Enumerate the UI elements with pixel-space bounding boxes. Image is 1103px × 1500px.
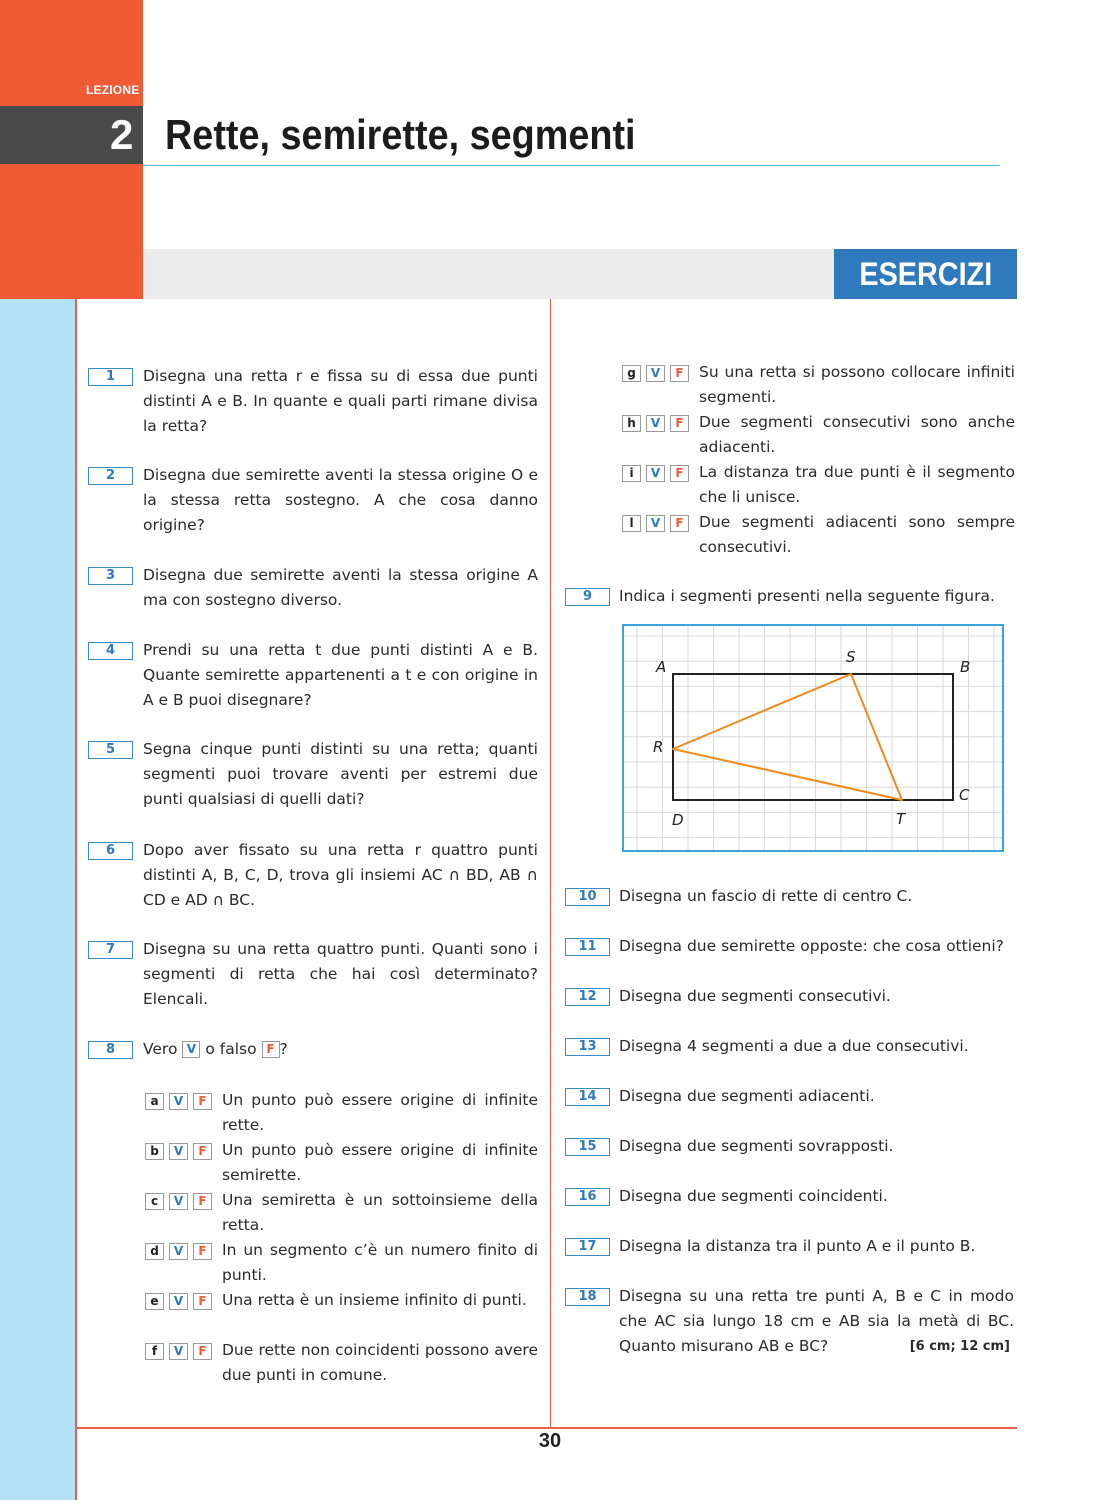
- tf-letter: f: [145, 1343, 164, 1360]
- false-checkbox[interactable]: F: [193, 1243, 212, 1260]
- label-b: B: [960, 658, 971, 676]
- tf-statement: In un segmento c’è un numero finito di punti.: [222, 1241, 538, 1284]
- tf-statement: Su una retta si possono collocare infiniti segmenti.: [699, 363, 1015, 406]
- exercise-text: Disegna due segmenti consecutivi.: [619, 987, 891, 1005]
- exercise-number: 4: [88, 642, 133, 660]
- answer-text: [6 cm; 12 cm]: [909, 1339, 1010, 1354]
- exercise-number: 9: [565, 588, 610, 606]
- exercise-number: 10: [565, 888, 610, 906]
- exercise-18: [565, 1284, 1016, 1364]
- exercise-12: [565, 984, 1016, 1014]
- tf-letter: b: [145, 1143, 164, 1160]
- exercise-text: Disegna 4 segmenti a due a due consecutivi.: [619, 1037, 969, 1055]
- exercise-number: 3: [88, 567, 133, 585]
- exercise-6: [88, 838, 540, 918]
- false-checkbox[interactable]: F: [193, 1143, 212, 1160]
- exercise-7: [88, 937, 540, 1017]
- exercise-text: Disegna la distanza tra il punto A e il punto B.: [619, 1237, 976, 1255]
- tf-letter: d: [145, 1243, 164, 1260]
- true-checkbox[interactable]: V: [646, 515, 665, 532]
- exercise-number: 11: [565, 938, 610, 956]
- exercise-number: 5: [88, 741, 133, 759]
- exercise-13: [565, 1034, 1016, 1064]
- left-margin-band: [0, 299, 75, 1500]
- exercise-number: 6: [88, 842, 133, 860]
- exercise-17: [565, 1234, 1016, 1264]
- exercise-text: Disegna una retta r e fissa su di essa due punti distinti A e B. In quante e quali parti rimane divisa la retta?: [143, 367, 538, 435]
- exercise-number: 15: [565, 1138, 610, 1156]
- tf-statement: Una retta è un insieme infinito di punti.: [222, 1291, 527, 1309]
- tf-statement: Due segmenti adiacenti sono sempre consecutivi.: [699, 513, 1015, 556]
- exercise-number: 2: [88, 467, 133, 485]
- tf-statement: Una semiretta è un sottoinsieme della retta.: [222, 1191, 538, 1234]
- tf-statement: Un punto può essere origine di infinite semirette.: [222, 1141, 538, 1184]
- exercise-15: [565, 1134, 1016, 1164]
- false-checkbox[interactable]: F: [670, 415, 689, 432]
- tf-item: [622, 510, 1016, 560]
- exercise-text: Disegna due semirette opposte: che cosa ottieni?: [619, 937, 1004, 955]
- true-checkbox[interactable]: V: [169, 1243, 188, 1260]
- tf-letter: e: [145, 1293, 164, 1310]
- true-box: V: [182, 1041, 200, 1058]
- false-checkbox[interactable]: F: [193, 1293, 212, 1310]
- exercise-number: 14: [565, 1088, 610, 1106]
- false-box: F: [262, 1041, 280, 1058]
- tf-item: [145, 1088, 540, 1138]
- tf-letter: l: [622, 515, 641, 532]
- true-checkbox[interactable]: V: [169, 1143, 188, 1160]
- exercise-text: Disegna su una retta quattro punti. Quanti sono i segmenti di retta che hai così determinato? Elencali.: [143, 940, 538, 1008]
- lesson-number: 2: [110, 111, 134, 158]
- tf-letter: a: [145, 1093, 164, 1110]
- tf-item: [145, 1188, 540, 1238]
- footer-rule: [75, 1427, 1017, 1429]
- tf-letter: i: [622, 465, 641, 482]
- false-checkbox[interactable]: F: [193, 1193, 212, 1210]
- exercise-5: [88, 737, 540, 817]
- false-checkbox[interactable]: F: [670, 465, 689, 482]
- tf-item: [145, 1138, 540, 1188]
- exercise-10: [565, 884, 1016, 914]
- true-checkbox[interactable]: V: [646, 365, 665, 382]
- false-checkbox[interactable]: F: [193, 1093, 212, 1110]
- tf-item: [622, 460, 1016, 510]
- lezione-label: LEZIONE: [86, 83, 140, 97]
- tf-item: [622, 360, 1016, 410]
- section-label: ESERCIZI: [834, 249, 1017, 299]
- true-checkbox[interactable]: V: [169, 1093, 188, 1110]
- tf-statement: Due rette non coincidenti possono avere due punti in comune.: [222, 1341, 538, 1384]
- exercise-text: Disegna due segmenti sovrapposti.: [619, 1137, 894, 1155]
- true-checkbox[interactable]: V: [646, 465, 665, 482]
- exercise-number: 8: [88, 1041, 133, 1059]
- label-d: D: [672, 811, 684, 829]
- page-number: 30: [538, 1430, 562, 1452]
- exercise-1: [88, 364, 540, 444]
- false-checkbox[interactable]: F: [670, 365, 689, 382]
- page-title: Rette, semirette, segmenti: [165, 111, 636, 158]
- exercise-number: 12: [565, 988, 610, 1006]
- column-divider: [550, 299, 551, 1428]
- exercise-number: 18: [565, 1288, 610, 1306]
- exercise-3: [88, 563, 540, 618]
- exercise-number: 17: [565, 1238, 610, 1256]
- label-a: A: [656, 658, 667, 676]
- tf-letter: c: [145, 1193, 164, 1210]
- exercise-number: 16: [565, 1188, 610, 1206]
- false-checkbox[interactable]: F: [670, 515, 689, 532]
- tf-statement: Un punto può essere origine di infinite rette.: [222, 1091, 538, 1134]
- exercise-text: Dopo aver fissato su una retta r quattro punti distinti A, B, C, D, trova gli insiemi AC ∩ BD, AB ∩ CD e AD ∩ BC.: [143, 841, 538, 909]
- exercise-text: Prendi su una retta t due punti distinti A e B. Quante semirette appartenenti a t e con origine in A e B puoi disegnare?: [143, 641, 538, 709]
- tf-statement: La distanza tra due punti è il segmento che li unisce.: [699, 463, 1015, 506]
- true-checkbox[interactable]: V: [169, 1293, 188, 1310]
- exercise-4: [88, 638, 540, 718]
- exercise-11: [565, 934, 1016, 964]
- exercise-number: 7: [88, 941, 133, 959]
- label-t: T: [896, 810, 906, 828]
- true-checkbox[interactable]: V: [169, 1193, 188, 1210]
- label-r: R: [653, 738, 664, 756]
- true-checkbox[interactable]: V: [169, 1343, 188, 1360]
- false-checkbox[interactable]: F: [193, 1343, 212, 1360]
- exercise-9: [565, 584, 1016, 614]
- label-s: S: [846, 648, 856, 666]
- exercise-text: Disegna due segmenti adiacenti.: [619, 1087, 875, 1105]
- tf-statement: Due segmenti consecutivi sono anche adiacenti.: [699, 413, 1015, 456]
- tf-item: [145, 1338, 540, 1388]
- geometry-figure: [622, 624, 1004, 852]
- exercise-text: Disegna su una retta tre punti A, B e C in modo che AC sia lungo 18 cm e AB sia la metà di BC. Quanto misurano AB e BC? [6 cm; 12 cm]: [619, 1284, 1014, 1359]
- tf-item: [145, 1238, 540, 1288]
- exercise-text: Disegna due semirette aventi la stessa origine A ma con sostegno diverso.: [143, 566, 538, 609]
- exercise-text: Indica i segmenti presenti nella seguente figura.: [619, 587, 995, 605]
- exercise-number: 13: [565, 1038, 610, 1056]
- label-c: C: [959, 786, 970, 804]
- exercise-text: Disegna due segmenti coincidenti.: [619, 1187, 888, 1205]
- tf-item: [622, 410, 1016, 460]
- title-divider: [143, 165, 1000, 166]
- left-rule: [75, 299, 77, 1500]
- true-checkbox[interactable]: V: [646, 415, 665, 432]
- exercise-16: [565, 1184, 1016, 1214]
- exercise-14: [565, 1084, 1016, 1114]
- tf-item: [145, 1288, 540, 1338]
- exercise-text: Vero V o falso F ?: [143, 1040, 288, 1058]
- exercise-text: Disegna un fascio di rette di centro C.: [619, 887, 913, 905]
- tf-letter: h: [622, 415, 641, 432]
- exercise-8: [88, 1037, 540, 1067]
- tf-letter: g: [622, 365, 641, 382]
- exercise-2: [88, 463, 540, 543]
- exercise-text: Disegna due semirette aventi la stessa origine O e la stessa retta sostegno. A che cosa danno origine?: [143, 466, 538, 534]
- exercise-text: Segna cinque punti distinti su una retta; quanti segmenti puoi trovare aventi per estremi due punti qualsiasi di quelli dati?: [143, 740, 538, 808]
- exercise-number: 1: [88, 368, 133, 386]
